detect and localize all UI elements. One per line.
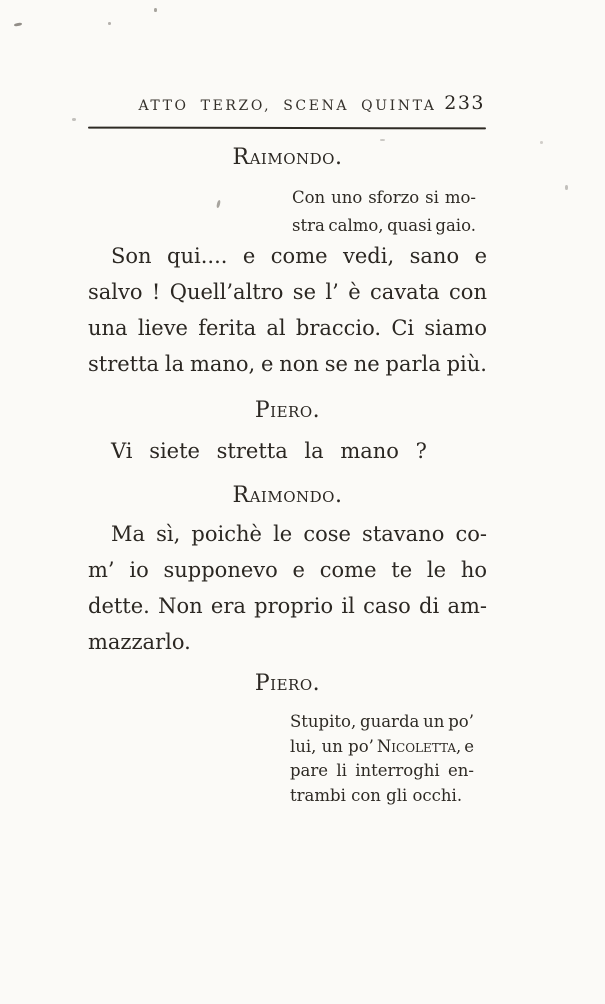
dialogue-line: una lieve ferita al braccio. Ci siamo [88,316,487,340]
paper-speck [540,141,543,144]
running-header [88,94,487,118]
speaker-heading-piero: Piero. [254,671,321,696]
dialogue-paragraph [88,516,487,660]
dialogue-line: m’ io supponevo e come te le ho [88,558,487,582]
paper-speck [565,185,568,190]
dialogue-paragraph [88,238,487,382]
paper-speck [216,200,221,208]
dialogue-line: salvo ! Quell’altro se l’ è cavata con [88,280,487,304]
stage-direction [290,710,474,808]
dialogue-line: dette. Non era proprio il caso di am- [88,594,487,618]
stage-direction-line: trambi con gli occhi. [290,785,463,805]
stage-direction-line: Con uno sforzo si mo- [292,188,476,207]
speaker-heading-piero: Piero. [254,398,321,423]
page-number: 233 [444,92,485,114]
dialogue-line: Vi siete stretta la mano ? [111,439,427,463]
stage-direction [292,184,476,240]
dialogue-line: mazzarlo. [88,630,191,654]
paper-speck [108,22,111,25]
speaker-heading-raimondo: Raimondo. [232,483,343,508]
header-rule [88,127,486,130]
speaker-heading-raimondo: Raimondo. [232,145,343,170]
dialogue-line: Ma sì, poichè le cose stavano co- [111,522,487,546]
running-title: ATTO TERZO, SCENA QUINTA [138,98,437,114]
paper-speck [14,22,22,26]
stage-direction-line: stra calmo, quasi gaio. [292,216,476,235]
stage-direction-line: pare li interroghi en- [290,761,474,780]
paper-speck [380,139,385,141]
stage-direction-line [290,735,474,760]
dialogue-line: stretta la mano, e non se ne parla più. [88,352,487,376]
character-name-nicoletta: Nicoletta, [376,736,462,756]
dialogue-line: Son qui.... e come vedi, sano e [111,244,487,268]
stage-direction-text: e [464,736,474,756]
dialogue-paragraph [88,433,487,469]
paper-speck [72,118,76,121]
paper-speck [154,8,157,12]
stage-direction-text: lui, un po’ [290,736,374,756]
stage-direction-line: Stupito, guarda un po’ [290,712,474,731]
